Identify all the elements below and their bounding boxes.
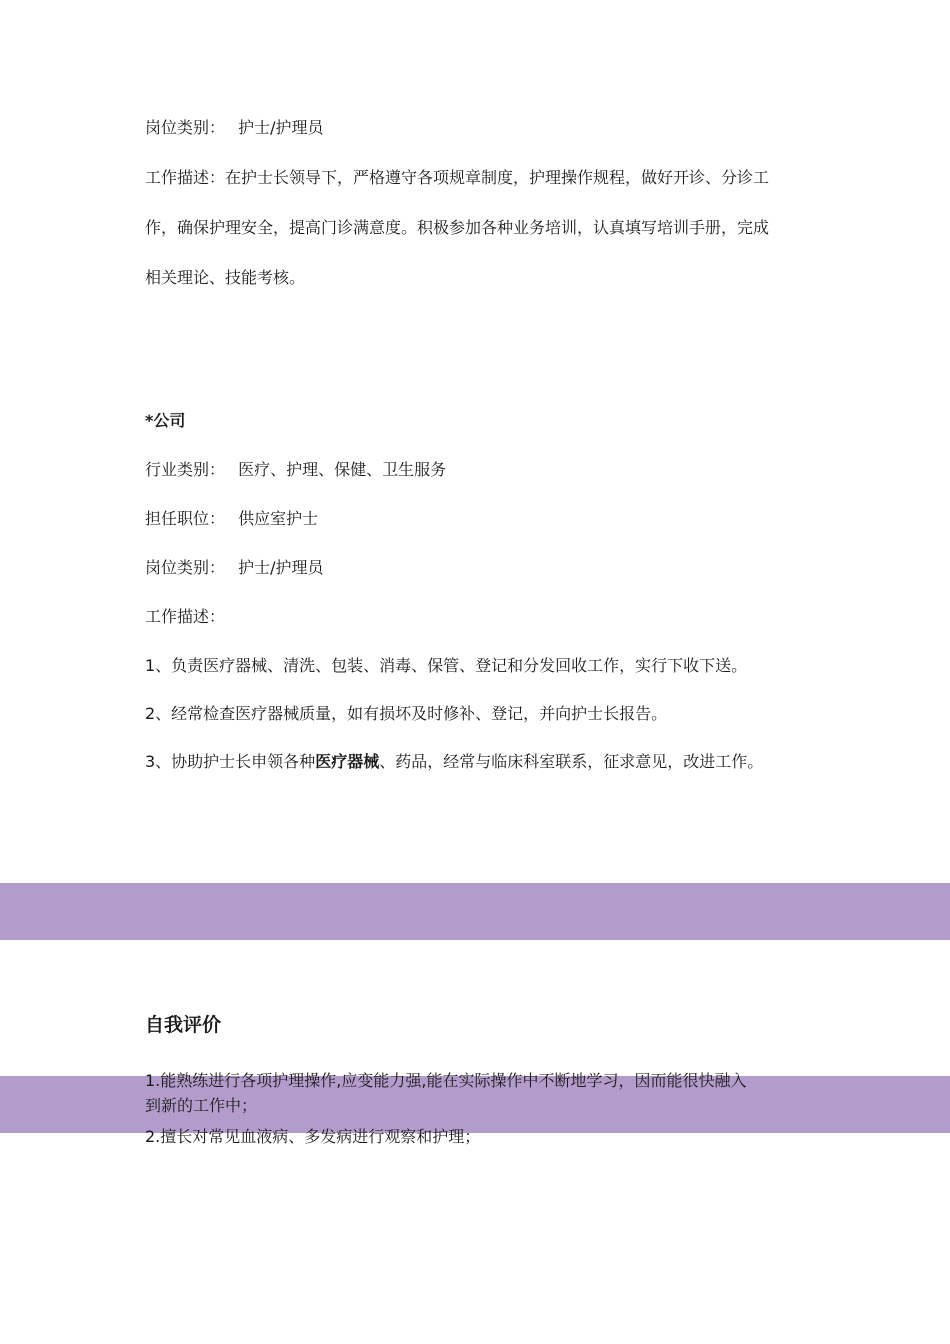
job2-industry-label: 行业类别： <box>145 460 226 479</box>
job1-description-line-1 <box>145 167 769 189</box>
job1-description-line-2: 作，确保护理安全，提高门诊满意度。积极参加各种业务培训，认真填写培训手册，完成 <box>145 218 770 237</box>
job1-position-category-label: 岗位类别： <box>145 118 226 137</box>
job1-description-label: 工作描述： <box>145 168 226 187</box>
section-divider-band <box>0 883 950 940</box>
job1-description-line-3: 相关理论、技能考核。 <box>145 268 306 287</box>
job2-item-3-suffix: 、药品，经常与临床科室联系，征求意见，改进工作。 <box>379 752 764 771</box>
job1-description-text-1: 在护士长领导下，严格遵守各项规章制度，护理操作规程，做好开诊、分诊工 <box>225 168 770 187</box>
self-eval-line-1-cont: 到新的工作中； <box>145 1096 258 1115</box>
self-eval-heading: 自我评价 <box>145 1014 222 1036</box>
job1-position-category <box>145 117 324 139</box>
self-eval-line-2: 2.擅长对常见血液病、多发病进行观察和护理； <box>145 1127 481 1146</box>
job2-role-label: 担任职位： <box>145 509 226 528</box>
job2-position-category-value: 护士/护理员 <box>238 558 324 577</box>
job2-item-3-prefix: 3、协助护士长申领各种 <box>145 752 316 771</box>
job2-role <box>145 508 318 530</box>
job2-company-name: *公司 <box>145 411 186 430</box>
self-eval-line-1: 1.能熟练进行各项护理操作,应变能力强,能在实际操作中不断地学习，因而能很快融入 <box>145 1071 747 1090</box>
job2-item-3 <box>145 751 763 773</box>
job2-item-1: 1、负责医疗器械、清洗、包装、消毒、保管、登记和分发回收工作，实行下收下送。 <box>145 656 748 675</box>
job2-industry-value: 医疗、护理、保健、卫生服务 <box>238 460 447 479</box>
job2-position-category-label: 岗位类别： <box>145 558 226 577</box>
job1-position-category-value: 护士/护理员 <box>238 118 324 137</box>
job2-role-value: 供应室护士 <box>238 509 319 528</box>
job2-item-2: 2、经常检查医疗器械质量，如有损坏及时修补、登记，并向护士长报告。 <box>145 704 668 723</box>
job2-industry <box>145 459 446 481</box>
job2-item-3-bold: 医疗器械 <box>315 752 380 771</box>
job2-description-label: 工作描述： <box>145 607 226 626</box>
job2-position-category <box>145 557 324 579</box>
